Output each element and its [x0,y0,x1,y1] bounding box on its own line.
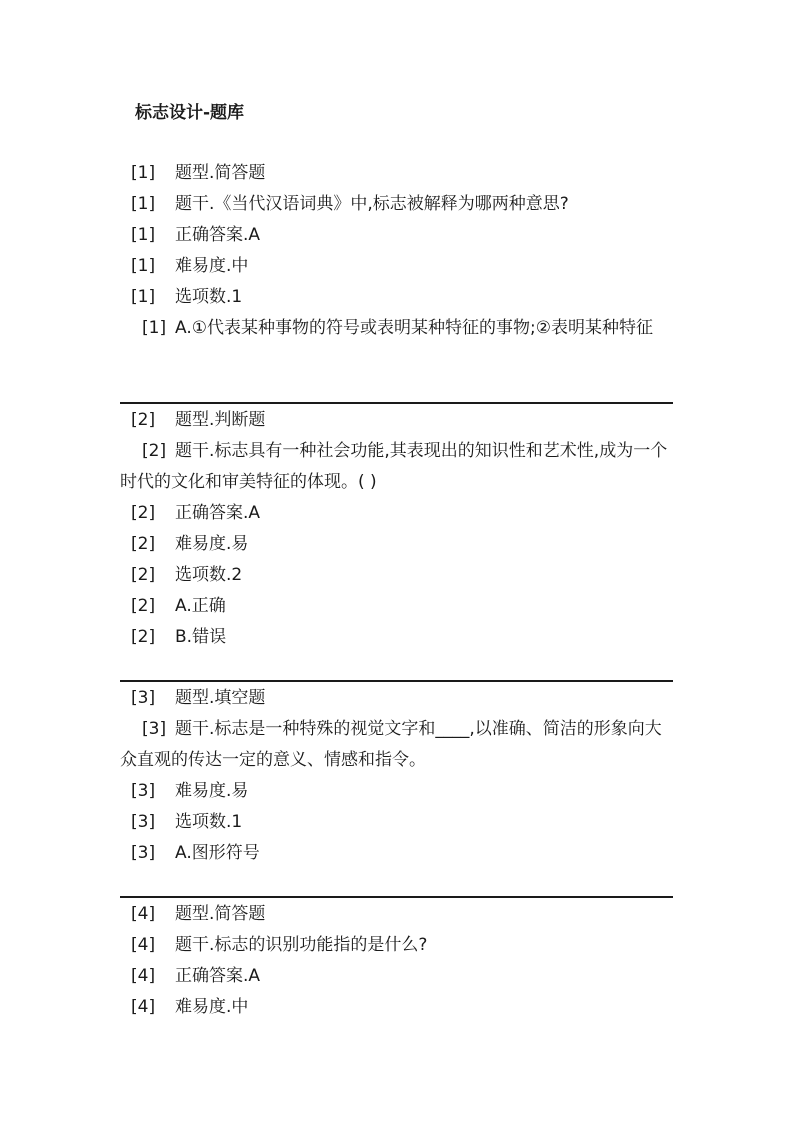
question-number: [1] [131,225,156,245]
question-number: [1] [131,287,156,307]
question-number: [3] [131,781,156,801]
correct-answer: 正确答案.A [175,225,261,245]
question-line [120,838,673,869]
option-count: 选项数.1 [175,812,243,832]
question-line [120,622,673,653]
question-stem: 题干.《当代汉语词典》中,标志被解释为哪两种意思? [175,194,569,214]
separator-line [120,896,673,898]
question-number: [2] [142,441,167,461]
question-number: [2] [131,503,156,523]
question-block-3 [120,683,673,869]
question-number: [3] [131,812,156,832]
question-line [120,251,673,282]
difficulty: 难易度.易 [175,534,249,554]
question-number: [4] [131,997,156,1017]
question-number: [1] [131,163,156,183]
question-number: [4] [131,904,156,924]
question-stem: 题干.标志具有一种社会功能,其表现出的知识性和艺术性,成为一个时代的文化和审美特征的体现。( ) [120,441,668,492]
question-type: 题型.简答题 [175,904,266,924]
separator-line [120,680,673,682]
question-number: [2] [131,596,156,616]
question-number: [1] [142,318,167,338]
question-line [120,992,673,1023]
question-line [120,683,673,714]
question-block-2 [120,405,673,653]
question-line [120,560,673,591]
question-line [120,776,673,807]
question-number: [2] [131,534,156,554]
question-number: [2] [131,410,156,430]
question-line [120,313,673,344]
difficulty: 难易度.易 [175,781,249,801]
option-count: 选项数.1 [175,287,243,307]
question-number: [2] [131,565,156,585]
question-type: 题型.判断题 [175,410,266,430]
page-title: 标志设计-题库 [135,103,245,123]
question-line [120,529,673,560]
question-number: [3] [131,688,156,708]
question-line [120,220,673,251]
question-line [120,158,673,189]
question-line [120,591,673,622]
question-line [120,405,673,436]
option-a: A.①代表某种事物的符号或表明某种特征的事物;②表明某种特征 [175,318,653,338]
option-count: 选项数.2 [175,565,243,585]
correct-answer: 正确答案.A [175,966,261,986]
question-stem: 题干.标志是一种特殊的视觉文字和____,以准确、简洁的形象向大众直观的传达一定的意义、情感和指令。 [120,719,662,770]
question-type: 题型.填空题 [175,688,266,708]
question-type: 题型.简答题 [175,163,266,183]
option-a: A.图形符号 [175,843,260,863]
separator-line [120,402,673,404]
question-line [120,899,673,930]
difficulty: 难易度.中 [175,997,249,1017]
question-number: [2] [131,627,156,647]
question-number: [4] [131,966,156,986]
question-line [120,930,673,961]
option-a: A.正确 [175,596,226,616]
question-number: [3] [131,843,156,863]
question-block-1 [120,158,673,344]
difficulty: 难易度.中 [175,256,249,276]
question-number: [1] [131,194,156,214]
question-line [120,436,673,498]
question-line [120,714,673,776]
question-line [120,498,673,529]
option-b: B.错误 [175,627,227,647]
question-stem: 题干.标志的识别功能指的是什么? [175,935,428,955]
question-block-4 [120,899,673,1023]
question-line [120,961,673,992]
question-line [120,807,673,838]
question-number: [4] [131,935,156,955]
question-line [120,189,673,220]
question-number: [3] [142,719,167,739]
correct-answer: 正确答案.A [175,503,261,523]
question-line [120,282,673,313]
question-number: [1] [131,256,156,276]
